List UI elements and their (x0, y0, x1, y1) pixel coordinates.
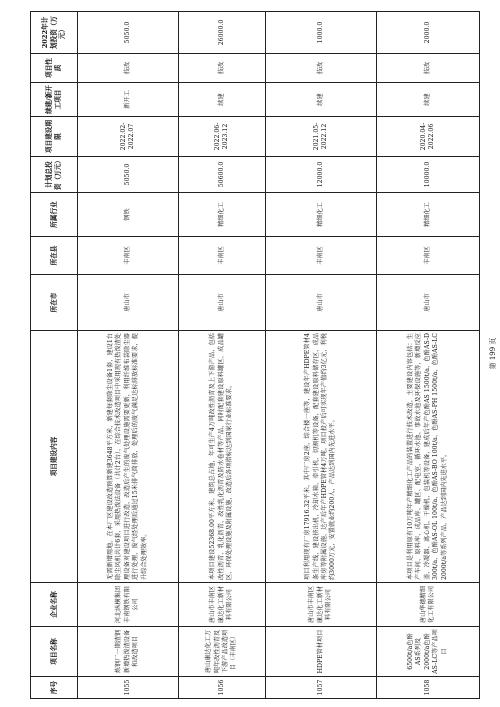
cell-name: HDPE管材项目 (266, 627, 377, 677)
header-inv2022: 2022年计划投资（万元） (31, 12, 78, 54)
cell-name: 6500t/a色酚AS系列及2000t/a色酚AS-LC等产品项目 (377, 627, 480, 677)
cell-status: 续建 (266, 83, 377, 117)
page-number: 第 199 页 (489, 337, 497, 370)
cell-industry: 精细化工 (179, 193, 266, 237)
cell-company: 河北纵横集团丰南钢铁有限公司 (78, 583, 179, 627)
header-investment: 计划总投资（万元） (31, 157, 78, 193)
table-header-row (31, 12, 78, 699)
cell-company: 唐山华德精细化工有限公司 (377, 583, 480, 627)
cell-inv2022: 1000.0 (266, 12, 377, 54)
header-period: 项目建设期限 (31, 117, 78, 157)
cell-status: 续建 (179, 83, 266, 117)
header-content: 项目建设内容 (31, 331, 78, 583)
header-name: 项目名称 (31, 627, 78, 677)
cell-investment: 12000.0 (266, 157, 377, 193)
cell-status: 新开工 (78, 83, 179, 117)
cell-investment: 5050.0 (78, 157, 179, 193)
cell-inv2022: 2000.0 (377, 12, 480, 54)
cell-nature: 技改 (266, 54, 377, 83)
header-city: 所在市 (31, 275, 78, 331)
project-table (30, 11, 480, 699)
cell-inv2022: 26000.0 (179, 12, 266, 54)
table-row (78, 12, 179, 699)
header-company: 企业名称 (31, 583, 78, 627)
table-row (179, 12, 266, 699)
cell-seq: 1058 (377, 677, 480, 699)
cell-county: 丰南区 (377, 237, 480, 275)
cell-inv2022: 5050.0 (78, 12, 179, 54)
cell-city: 唐山市 (179, 275, 266, 331)
cell-city: 唐山市 (78, 275, 179, 331)
cell-investment: 10000.0 (377, 157, 480, 193)
header-nature: 项目性质 (31, 54, 78, 83)
cell-seq: 1055 (78, 677, 179, 699)
cell-seq: 1057 (266, 677, 377, 699)
cell-industry: 钢铁 (78, 193, 179, 237)
cell-content: 本项目是利用原有10万吨年产精细化工产品的装置进行技术改造，主要建设内容包括：生产车间、原料库、成品库、罐区、配电室、循环水池、事故水池及环保设施等，新增反应釜、冷凝器、离心机、干燥机、包装机等设备，建成后年产色酚AS 1500t/a、色酚AS-D 300t/a、色酚AS-OL 100t/a、色酚AS-BO 100t/a、色酚AS-PH 1500t/a、色酚AS-LC 2000t/a等系列产品，产品达到国内先进水平。 (377, 331, 480, 583)
cell-period: 2022.02-2022.07 (78, 117, 179, 157)
cell-nature: 技改 (377, 54, 480, 83)
cell-city: 唐山市 (377, 275, 480, 331)
header-status: 续建/新开工项目 (31, 83, 78, 117)
header-industry: 所属行业 (31, 193, 78, 237)
cell-company: 唐山市丰南区康达化工新材料有限公司 (266, 583, 377, 627)
table-row (377, 12, 480, 699)
cell-industry: 精细化工 (266, 193, 377, 237)
cell-name: 炼钢厂一期渣钢新增热泼渣设备和改造项目 (78, 627, 179, 677)
cell-county: 丰南区 (179, 237, 266, 275)
cell-county: 丰南区 (266, 237, 377, 275)
cell-investment: 50600.0 (179, 157, 266, 193)
cell-county: 丰南区 (78, 237, 179, 275)
cell-name: 唐山康达化工万吨年改性沥青及下游产品改造项目（丰南区） (179, 627, 266, 677)
cell-content: 无需新增用地。在本厂区建设改造预算新建3648平方米，新建每套除尘设备1套，建设1台除尘风机共计6套，采用热泼法设备（共计2台），在综合技术改造项目中采用现有热泼渣处理设备对建设项目进行改造，改造后产生的废气处理设施需要更新，利用纤维布袋除尘器进行处理，废气经处理后通过15米排气筒排放，处理后的废气满足达标排放标准要求，提升综合处理效率。 (78, 331, 179, 583)
cell-period: 2021.05-2022.12 (266, 117, 377, 157)
table-row (266, 12, 377, 699)
cell-content: 本项目建设52368.00平方米，建筑总占地，年可生产4万吨改性沥青及上下游产品，包括改性沥青、乳化沥青、改性乳化沥青及防水卷材等产品，同时配套建设原料罐区、成品罐区、环保处理设施及附属设施，改造后各项指标达到国家行业标准要求。 (179, 331, 266, 583)
cell-industry: 精细化工 (377, 193, 480, 237)
cell-content: 项目利用现有厂房17916.32平米，其中厂房2座，综合楼一座等，建设年产HDPE管材4条生产线，建设挤出机、冷却水箱、牵引机、切割机等设备，配套建设原料储存区、成品库房等附属设施，达产后年产HDPE管材4万吨，项目投产后可实现年产值约3亿元，利税约3000万元，安置就业约200人，产品达到国内先进水平。 (266, 331, 377, 583)
cell-period: 2022.06-2023.12 (179, 117, 266, 157)
cell-city: 唐山市 (266, 275, 377, 331)
cell-period: 2020.04-2022.06 (377, 117, 480, 157)
cell-status: 续建 (377, 83, 480, 117)
cell-seq: 1056 (179, 677, 266, 699)
cell-company: 唐山市丰南区康达化工新材料有限公司 (179, 583, 266, 627)
header-county: 所在县 (31, 237, 78, 275)
cell-nature: 技改 (78, 54, 179, 83)
cell-nature: 技改 (179, 54, 266, 83)
header-seq: 序号 (31, 677, 78, 699)
